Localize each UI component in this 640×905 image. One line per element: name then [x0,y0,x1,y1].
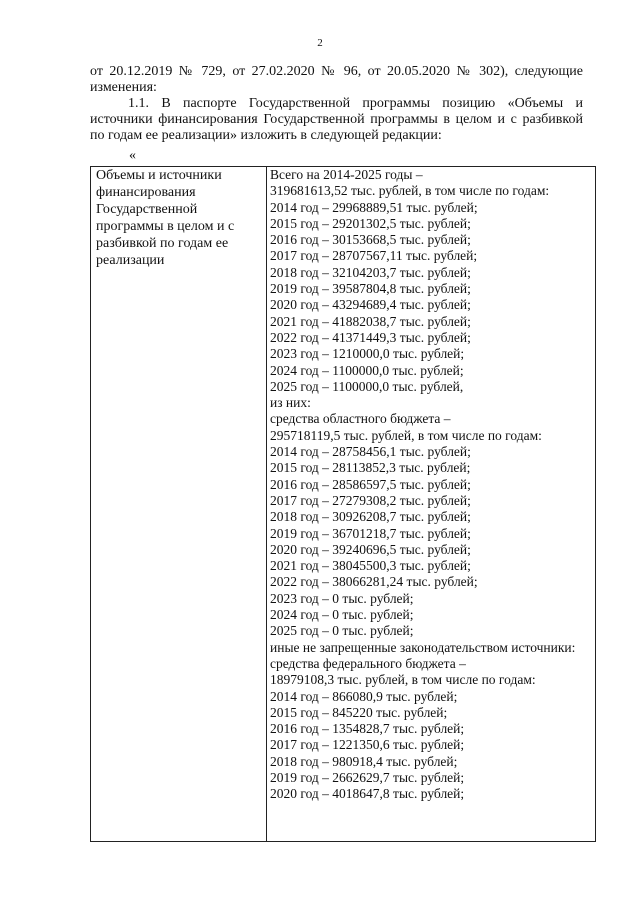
funding-line: 2018 год – 30926208,7 тыс. рублей; [270,509,471,525]
funding-line: 2018 год – 32104203,7 тыс. рублей; [270,264,471,280]
funding-line: 2025 год – 1100000,0 тыс. рублей, [270,378,464,394]
funding-line: 2021 год – 41882038,7 тыс. рублей; [270,313,471,329]
funding-line: 2017 год – 1221350,6 тыс. рублей; [270,737,465,753]
funding-line: иные не запрещенные законодательством источники: [270,639,576,655]
funding-line: 2019 год – 39587804,8 тыс. рублей; [270,281,471,297]
funding-line: 2020 год – 39240696,5 тыс. рублей; [270,541,471,557]
intro-paragraph-1: от 20.12.2019 № 729, от 27.02.2020 № 96, от 20.05.2020 № 302), следующие изменения: [90,64,583,95]
funding-line: 2015 год – 29201302,5 тыс. рублей; [270,215,471,231]
funding-line: 18979108,3 тыс. рублей, в том числе по годам: [270,672,536,688]
funding-line: 319681613,52 тыс. рублей, в том числе по годам: [270,183,550,199]
funding-line: 2014 год – 866080,9 тыс. рублей; [270,688,458,704]
intro-paragraph-2: 1.1. В паспорте Государственной программы позицию «Объемы и источники финансирования Государственной программы в целом и с разбивкой по годам ее реализации» изложить в следующей редакции: [90,96,583,143]
funding-line: 2017 год – 28707567,11 тыс. рублей; [270,248,478,264]
funding-line: 2014 год – 29968889,51 тыс. рублей; [270,199,478,215]
funding-line: Всего на 2014-2025 годы – [270,167,423,182]
funding-line: средства областного бюджета – [270,411,451,427]
intro-text [90,64,583,144]
page-number: 2 [317,37,323,49]
funding-line: 2016 год – 30153668,5 тыс. рублей; [270,232,471,248]
opening-quote: « [129,148,136,163]
funding-line: 2017 год – 27279308,2 тыс. рублей; [270,492,471,508]
funding-line: 2025 год – 0 тыс. рублей; [270,623,414,639]
funding-details-cell [270,167,596,803]
funding-line: 2015 год – 28113852,3 тыс. рублей; [270,460,471,476]
funding-line: 2021 год – 38045500,3 тыс. рублей; [270,558,471,574]
position-name-cell: Объемы и источники финансирования Государственной программы в целом и с разбивкой по годам ее реализации [96,168,235,268]
funding-line: из них: [270,395,311,411]
funding-line: 295718119,5 тыс. рублей, в том числе по годам: [270,427,542,443]
program-passport-table [90,166,596,842]
funding-line: 2014 год – 28758456,1 тыс. рублей; [270,444,471,460]
funding-line: 2018 год – 980918,4 тыс. рублей; [270,753,458,769]
funding-line: 2016 год – 1354828,7 тыс. рублей; [270,721,465,737]
funding-line: 2019 год – 2662629,7 тыс. рублей; [270,769,465,785]
funding-line: 2024 год – 1100000,0 тыс. рублей; [270,362,464,378]
funding-line: 2023 год – 1210000,0 тыс. рублей; [270,346,465,362]
funding-line: 2016 год – 28586597,5 тыс. рублей; [270,476,471,492]
funding-line: 2024 год – 0 тыс. рублей; [270,607,414,623]
funding-line: 2022 год – 38066281,24 тыс. рублей; [270,574,478,590]
funding-line: средства федерального бюджета – [270,655,466,671]
funding-line: 2015 год – 845220 тыс. рублей; [270,704,448,720]
funding-line: 2020 год – 4018647,8 тыс. рублей; [270,786,465,802]
funding-line: 2023 год – 0 тыс. рублей; [270,590,414,606]
column-divider [266,167,267,841]
funding-line: 2019 год – 36701218,7 тыс. рублей; [270,525,471,541]
funding-line: 2020 год – 43294689,4 тыс. рублей; [270,297,471,313]
funding-line: 2022 год – 41371449,3 тыс. рублей; [270,329,471,345]
